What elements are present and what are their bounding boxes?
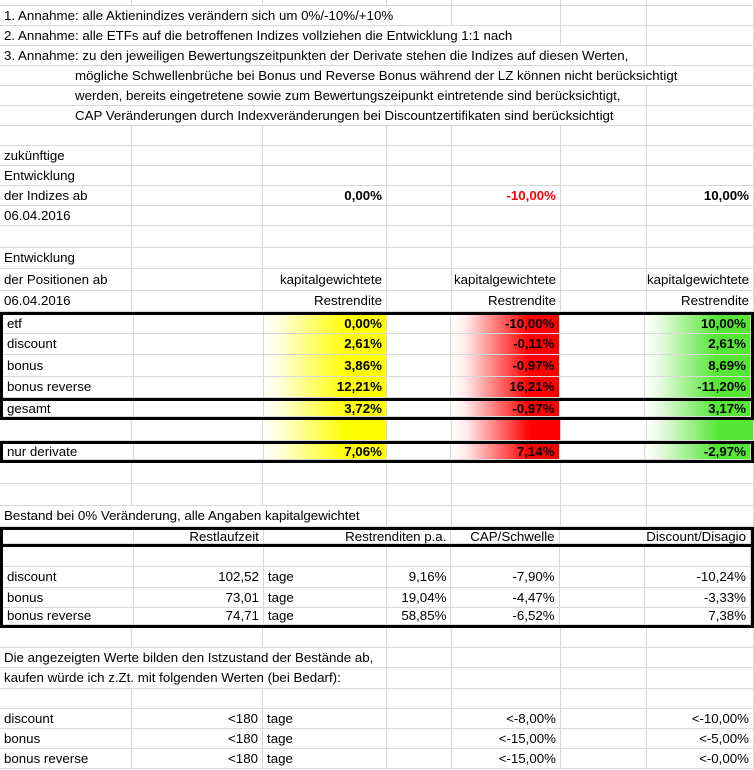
assumption-1-cell[interactable]: 1. Annahme: alle Aktienindizes verändern sich um 0%/-10%/+10% bbox=[0, 6, 403, 25]
header-yield-cell[interactable]: Restrenditen p.a. bbox=[264, 530, 452, 544]
cell-empty bbox=[387, 506, 452, 528]
cell-empty bbox=[263, 484, 387, 506]
unit-cell[interactable]: tage bbox=[264, 588, 387, 608]
cell-empty bbox=[132, 628, 263, 648]
cell-empty bbox=[132, 420, 263, 442]
cell-empty bbox=[560, 588, 645, 608]
buy-note-row bbox=[0, 648, 754, 668]
cap-cell[interactable]: -4,47% bbox=[451, 588, 559, 608]
assumption-3b-cell[interactable]: werden, bereits eingetretene sowie zum Bewertungszeipunkt eintretende sind berücksichtigt, bbox=[0, 86, 630, 105]
cell-empty bbox=[647, 86, 754, 106]
cell-empty bbox=[452, 146, 561, 166]
cell-empty bbox=[387, 248, 452, 270]
cell-empty bbox=[134, 334, 264, 356]
col-header-up-cell[interactable]: Restrendite bbox=[647, 291, 754, 313]
cell-empty bbox=[134, 377, 264, 399]
cell-empty bbox=[560, 608, 645, 625]
positions-label-cell[interactable]: Entwicklung bbox=[0, 248, 132, 270]
empty-row bbox=[0, 463, 754, 485]
cell-empty bbox=[132, 484, 263, 506]
empty-row bbox=[0, 689, 754, 709]
row-label-cell[interactable]: gesamt bbox=[3, 401, 134, 417]
maturity-cell[interactable]: <180 bbox=[132, 709, 263, 729]
cell-empty bbox=[647, 668, 754, 688]
holdings-row-bonus bbox=[0, 588, 754, 608]
assumption-3-cell[interactable]: 3. Annahme: zu den jeweiligen Bewertungszeitpunkten der Derivate stehen die Indizes auf diesen Werten, bbox=[0, 46, 638, 65]
up-value-cell[interactable]: 10,00% bbox=[645, 315, 751, 334]
cell-empty bbox=[561, 648, 647, 668]
position-row-bonus-reverse bbox=[0, 377, 754, 399]
cell-empty bbox=[387, 334, 451, 356]
cell-empty bbox=[387, 269, 452, 291]
cell-empty bbox=[647, 6, 754, 26]
cell-empty bbox=[452, 6, 561, 26]
cell-empty bbox=[387, 206, 452, 226]
buy-row-bonus-reverse bbox=[0, 749, 754, 769]
up-value-cell[interactable]: -2,97% bbox=[645, 444, 751, 460]
row-label-cell[interactable]: bonus reverse bbox=[0, 749, 132, 769]
cell-empty bbox=[561, 26, 647, 46]
scenario-neutral-cell[interactable]: 0,00% bbox=[263, 186, 387, 206]
cell-empty bbox=[647, 206, 754, 226]
col-header-down-cell[interactable]: Restrendite bbox=[452, 291, 561, 313]
down-value-cell[interactable]: 7,14% bbox=[451, 444, 559, 460]
maturity-cell[interactable]: <180 bbox=[132, 749, 263, 769]
cell-empty bbox=[132, 126, 263, 146]
cell-empty bbox=[647, 648, 754, 668]
buy-note-1-cell[interactable]: Die angezeigten Werte bilden den Istzustand der Bestände ab, bbox=[0, 648, 383, 667]
cell-empty bbox=[387, 547, 451, 567]
cell-empty bbox=[387, 628, 452, 648]
cell-empty bbox=[264, 547, 387, 567]
cell-empty bbox=[560, 547, 645, 567]
empty-row bbox=[0, 126, 754, 146]
cell-empty bbox=[452, 206, 561, 226]
cell-empty bbox=[561, 126, 647, 146]
neutral-fill-cell bbox=[263, 420, 387, 442]
cell-empty bbox=[134, 547, 264, 567]
cell-empty bbox=[132, 186, 263, 206]
col-header-neutral-cell[interactable]: kapitalgewichtete bbox=[263, 269, 387, 291]
header-cap-cell[interactable]: CAP/Schwelle bbox=[451, 530, 559, 544]
cell-empty bbox=[561, 6, 647, 26]
cell-empty bbox=[561, 463, 647, 485]
cell-empty bbox=[560, 334, 645, 356]
cell-empty bbox=[3, 530, 134, 544]
cell-empty bbox=[452, 628, 561, 648]
assumption-2-cell[interactable]: 2. Annahme: alle ETFs auf die betroffenen Indizes vollziehen die Entwicklung 1:1 nach bbox=[0, 26, 522, 45]
future-label-row bbox=[0, 146, 754, 166]
cell-empty bbox=[132, 206, 263, 226]
cell-empty bbox=[561, 269, 647, 291]
cell-empty bbox=[387, 377, 451, 399]
cell-empty bbox=[561, 248, 647, 270]
scenario-down-cell[interactable]: -10,00% bbox=[452, 186, 561, 206]
cap-cell[interactable]: -6,52% bbox=[451, 608, 559, 625]
unit-cell[interactable]: tage bbox=[263, 749, 387, 769]
cell-empty bbox=[387, 648, 452, 668]
cap-cell[interactable]: <-8,00% bbox=[452, 709, 561, 729]
future-label-cell[interactable]: der Indizes ab bbox=[0, 186, 132, 206]
cell-empty bbox=[387, 463, 452, 485]
cell-empty bbox=[387, 420, 452, 442]
cell-empty bbox=[561, 166, 647, 186]
cell-empty bbox=[0, 463, 132, 485]
position-row-etf bbox=[0, 312, 754, 334]
cell-empty bbox=[132, 463, 263, 485]
cell-empty bbox=[134, 444, 264, 460]
cell-empty bbox=[560, 377, 645, 399]
cell-empty bbox=[452, 689, 561, 709]
cell-empty bbox=[452, 226, 561, 248]
maturity-cell[interactable]: 74,71 bbox=[134, 608, 264, 625]
col-header-neutral-cell[interactable]: Restrendite bbox=[263, 291, 387, 313]
cell-empty bbox=[561, 749, 647, 769]
assumption-row bbox=[0, 26, 754, 46]
cell-empty bbox=[647, 26, 754, 46]
cell-empty bbox=[387, 709, 452, 729]
up-value-cell[interactable]: 3,17% bbox=[645, 401, 751, 417]
assumption-3c-cell[interactable]: CAP Veränderungen durch Indexveränderungen bei Discountzertifikaten sind berücksichtigt bbox=[0, 106, 624, 125]
cap-cell[interactable]: <-15,00% bbox=[452, 749, 561, 769]
header-maturity-cell[interactable]: Restlaufzeit bbox=[134, 530, 264, 544]
cell-empty bbox=[560, 315, 645, 334]
cell-empty bbox=[263, 166, 387, 186]
cell-empty bbox=[0, 420, 132, 442]
discount-cell[interactable]: 7,38% bbox=[645, 608, 751, 625]
header-discount-cell[interactable]: Discount/Disagio bbox=[560, 530, 751, 544]
cell-empty bbox=[387, 729, 452, 749]
row-label-cell[interactable]: bonus bbox=[0, 729, 132, 749]
holdings-spacer-row bbox=[0, 547, 754, 567]
assumption-row bbox=[0, 46, 754, 66]
cell-empty bbox=[3, 547, 134, 567]
cell-empty bbox=[0, 226, 132, 248]
cell-empty bbox=[560, 444, 645, 460]
cell-empty bbox=[134, 355, 264, 377]
cell-empty bbox=[452, 126, 561, 146]
cell-empty bbox=[387, 689, 452, 709]
cell-empty bbox=[387, 484, 452, 506]
holdings-row-discount bbox=[0, 567, 754, 587]
assumption-row bbox=[0, 106, 754, 126]
up-value-cell[interactable]: 8,69% bbox=[645, 355, 751, 377]
row-label-cell[interactable]: bonus reverse bbox=[3, 377, 134, 399]
neutral-value-cell[interactable]: 2,61% bbox=[264, 334, 387, 356]
cell-empty bbox=[263, 126, 387, 146]
discount-cell[interactable]: -10,24% bbox=[645, 567, 751, 587]
col-header-down-cell[interactable]: kapitalgewichtete bbox=[452, 269, 561, 291]
cell-empty bbox=[0, 126, 132, 146]
cell-empty bbox=[647, 506, 754, 528]
cell-empty bbox=[134, 315, 264, 334]
cell-empty bbox=[645, 547, 751, 567]
cell-empty bbox=[263, 628, 387, 648]
cell-empty bbox=[452, 484, 561, 506]
cell-empty bbox=[387, 146, 452, 166]
holdings-title-row bbox=[0, 506, 754, 528]
scenario-up-cell[interactable]: 10,00% bbox=[647, 186, 754, 206]
cell-empty bbox=[560, 355, 645, 377]
down-fill-cell bbox=[452, 420, 561, 442]
future-label-cell[interactable]: zukünftige bbox=[0, 146, 132, 166]
assumption-row bbox=[0, 66, 754, 86]
cell-empty bbox=[132, 226, 263, 248]
cell-empty bbox=[387, 166, 452, 186]
cell-empty bbox=[647, 126, 754, 146]
cell-empty bbox=[387, 355, 451, 377]
down-value-cell[interactable]: 16,21% bbox=[451, 377, 559, 399]
gradient-spacer-row bbox=[0, 420, 754, 442]
discount-cell[interactable]: <-0,00% bbox=[647, 749, 754, 769]
holdings-header-row bbox=[0, 527, 754, 547]
cell-empty bbox=[452, 648, 561, 668]
row-label-cell[interactable]: discount bbox=[3, 567, 134, 587]
cell-empty bbox=[387, 226, 452, 248]
maturity-cell[interactable]: 73,01 bbox=[134, 588, 264, 608]
cell-empty bbox=[561, 226, 647, 248]
up-fill-cell bbox=[647, 420, 754, 442]
cell-empty bbox=[561, 291, 647, 313]
cell-empty bbox=[561, 420, 647, 442]
cell-empty bbox=[647, 248, 754, 270]
cell-empty bbox=[263, 206, 387, 226]
cell-empty bbox=[561, 206, 647, 226]
cell-empty bbox=[561, 668, 647, 688]
cell-empty bbox=[647, 484, 754, 506]
cell-empty bbox=[263, 226, 387, 248]
empty-row bbox=[0, 226, 754, 248]
cell-empty bbox=[561, 628, 647, 648]
cell-empty bbox=[647, 166, 754, 186]
discount-cell[interactable]: -3,33% bbox=[645, 588, 751, 608]
unit-cell[interactable]: tage bbox=[263, 709, 387, 729]
cell-empty bbox=[387, 315, 451, 334]
cell-empty bbox=[451, 547, 559, 567]
assumption-row bbox=[0, 6, 754, 26]
empty-row bbox=[0, 484, 754, 506]
future-label-cell[interactable]: Entwicklung bbox=[0, 166, 132, 186]
row-label-cell[interactable]: etf bbox=[3, 315, 134, 334]
empty-row bbox=[0, 628, 754, 648]
unit-cell[interactable]: tage bbox=[264, 567, 387, 587]
neutral-value-cell[interactable]: 12,21% bbox=[264, 377, 387, 399]
cell-empty bbox=[263, 463, 387, 485]
position-row-bonus bbox=[0, 355, 754, 377]
position-row-discount bbox=[0, 334, 754, 356]
discount-cell[interactable]: <-10,00% bbox=[647, 709, 754, 729]
cell-empty bbox=[647, 628, 754, 648]
holdings-title-cell[interactable]: Bestand bei 0% Veränderung, alle Angaben kapitalgewichtet bbox=[0, 506, 370, 527]
unit-cell[interactable]: tage bbox=[263, 729, 387, 749]
future-label-row bbox=[0, 166, 754, 186]
row-label-cell[interactable]: discount bbox=[3, 334, 134, 356]
positions-label-row bbox=[0, 248, 754, 270]
assumption-3a-cell[interactable]: mögliche Schwellenbrüche bei Bonus und Reverse Bonus während der LZ können nicht berücksichtigt bbox=[0, 66, 687, 85]
cell-empty bbox=[263, 248, 387, 270]
cell-empty bbox=[0, 484, 132, 506]
cell-empty bbox=[132, 689, 263, 709]
cell-empty bbox=[647, 46, 754, 66]
cell-empty bbox=[452, 668, 561, 688]
cell-empty bbox=[132, 291, 263, 313]
cell-empty bbox=[560, 567, 645, 587]
cell-empty bbox=[263, 689, 387, 709]
cell-empty bbox=[452, 506, 561, 528]
cell-empty bbox=[263, 146, 387, 166]
cell-empty bbox=[452, 463, 561, 485]
cell-empty bbox=[0, 689, 132, 709]
discount-cell[interactable]: <-5,00% bbox=[647, 729, 754, 749]
row-label-cell[interactable]: bonus bbox=[3, 355, 134, 377]
row-label-cell[interactable]: bonus bbox=[3, 588, 134, 608]
neutral-value-cell[interactable]: 3,72% bbox=[264, 401, 387, 417]
future-date-cell[interactable]: 06.04.2016 bbox=[0, 206, 132, 226]
cell-empty bbox=[560, 401, 645, 417]
cell-empty bbox=[452, 166, 561, 186]
cell-empty bbox=[387, 291, 452, 313]
col-header-up-cell[interactable]: kapitalgewichtete bbox=[647, 269, 754, 291]
position-derivatives-row bbox=[0, 441, 754, 463]
cell-empty bbox=[561, 146, 647, 166]
holdings-row-bonus-reverse bbox=[0, 608, 754, 628]
cell-empty bbox=[0, 628, 132, 648]
buy-row-discount bbox=[0, 709, 754, 729]
row-label-cell[interactable]: bonus reverse bbox=[3, 608, 134, 625]
cell-empty bbox=[561, 689, 647, 709]
positions-label-cell[interactable]: der Positionen ab bbox=[0, 269, 132, 291]
cell-empty bbox=[647, 106, 754, 126]
cell-empty bbox=[387, 401, 451, 417]
cell-empty bbox=[561, 186, 647, 206]
down-value-cell[interactable]: -0,97% bbox=[451, 355, 559, 377]
cell-empty bbox=[647, 146, 754, 166]
cell-empty bbox=[452, 248, 561, 270]
row-label-cell[interactable]: nur derivate bbox=[3, 444, 134, 460]
cell-empty bbox=[132, 166, 263, 186]
cell-empty bbox=[132, 248, 263, 270]
positions-header-row bbox=[0, 291, 754, 313]
cell-empty bbox=[387, 444, 451, 460]
neutral-value-cell[interactable]: 7,06% bbox=[264, 444, 387, 460]
future-scenario-row bbox=[0, 186, 754, 206]
cell-empty bbox=[132, 146, 263, 166]
cell-empty bbox=[387, 749, 452, 769]
cell-empty bbox=[387, 186, 452, 206]
neutral-value-cell[interactable]: 3,86% bbox=[264, 355, 387, 377]
assumption-row bbox=[0, 86, 754, 106]
cell-empty bbox=[647, 463, 754, 485]
cell-empty bbox=[561, 709, 647, 729]
future-date-row bbox=[0, 206, 754, 226]
cell-empty bbox=[132, 269, 263, 291]
up-value-cell[interactable]: 2,61% bbox=[645, 334, 751, 356]
neutral-value-cell[interactable]: 0,00% bbox=[264, 315, 387, 334]
yield-cell[interactable]: 58,85% bbox=[387, 608, 452, 625]
cell-empty bbox=[647, 226, 754, 248]
cell-empty bbox=[561, 729, 647, 749]
cell-empty bbox=[134, 401, 264, 417]
maturity-cell[interactable]: <180 bbox=[132, 729, 263, 749]
position-total-row bbox=[0, 398, 754, 420]
positions-header-row bbox=[0, 269, 754, 291]
yield-cell[interactable]: 9,16% bbox=[387, 567, 452, 587]
cell-empty bbox=[387, 668, 452, 688]
cap-cell[interactable]: -7,90% bbox=[451, 567, 559, 587]
unit-cell[interactable]: tage bbox=[264, 608, 387, 625]
down-value-cell[interactable]: -0,11% bbox=[451, 334, 559, 356]
buy-note-row bbox=[0, 668, 754, 688]
cap-cell[interactable]: <-15,00% bbox=[452, 729, 561, 749]
buy-row-bonus bbox=[0, 729, 754, 749]
down-value-cell[interactable]: -0,97% bbox=[451, 401, 559, 417]
cell-empty bbox=[561, 484, 647, 506]
maturity-cell[interactable]: 102,52 bbox=[134, 567, 264, 587]
cell-empty bbox=[561, 506, 647, 528]
positions-date-cell[interactable]: 06.04.2016 bbox=[0, 291, 132, 313]
cell-empty bbox=[387, 126, 452, 146]
down-value-cell[interactable]: -10,00% bbox=[451, 315, 559, 334]
up-value-cell[interactable]: -11,20% bbox=[645, 377, 751, 399]
buy-note-2-cell[interactable]: kaufen würde ich z.Zt. mit folgenden Werten (bei Bedarf): bbox=[0, 668, 351, 687]
cell-empty bbox=[647, 689, 754, 709]
row-label-cell[interactable]: discount bbox=[0, 709, 132, 729]
yield-cell[interactable]: 19,04% bbox=[387, 588, 452, 608]
